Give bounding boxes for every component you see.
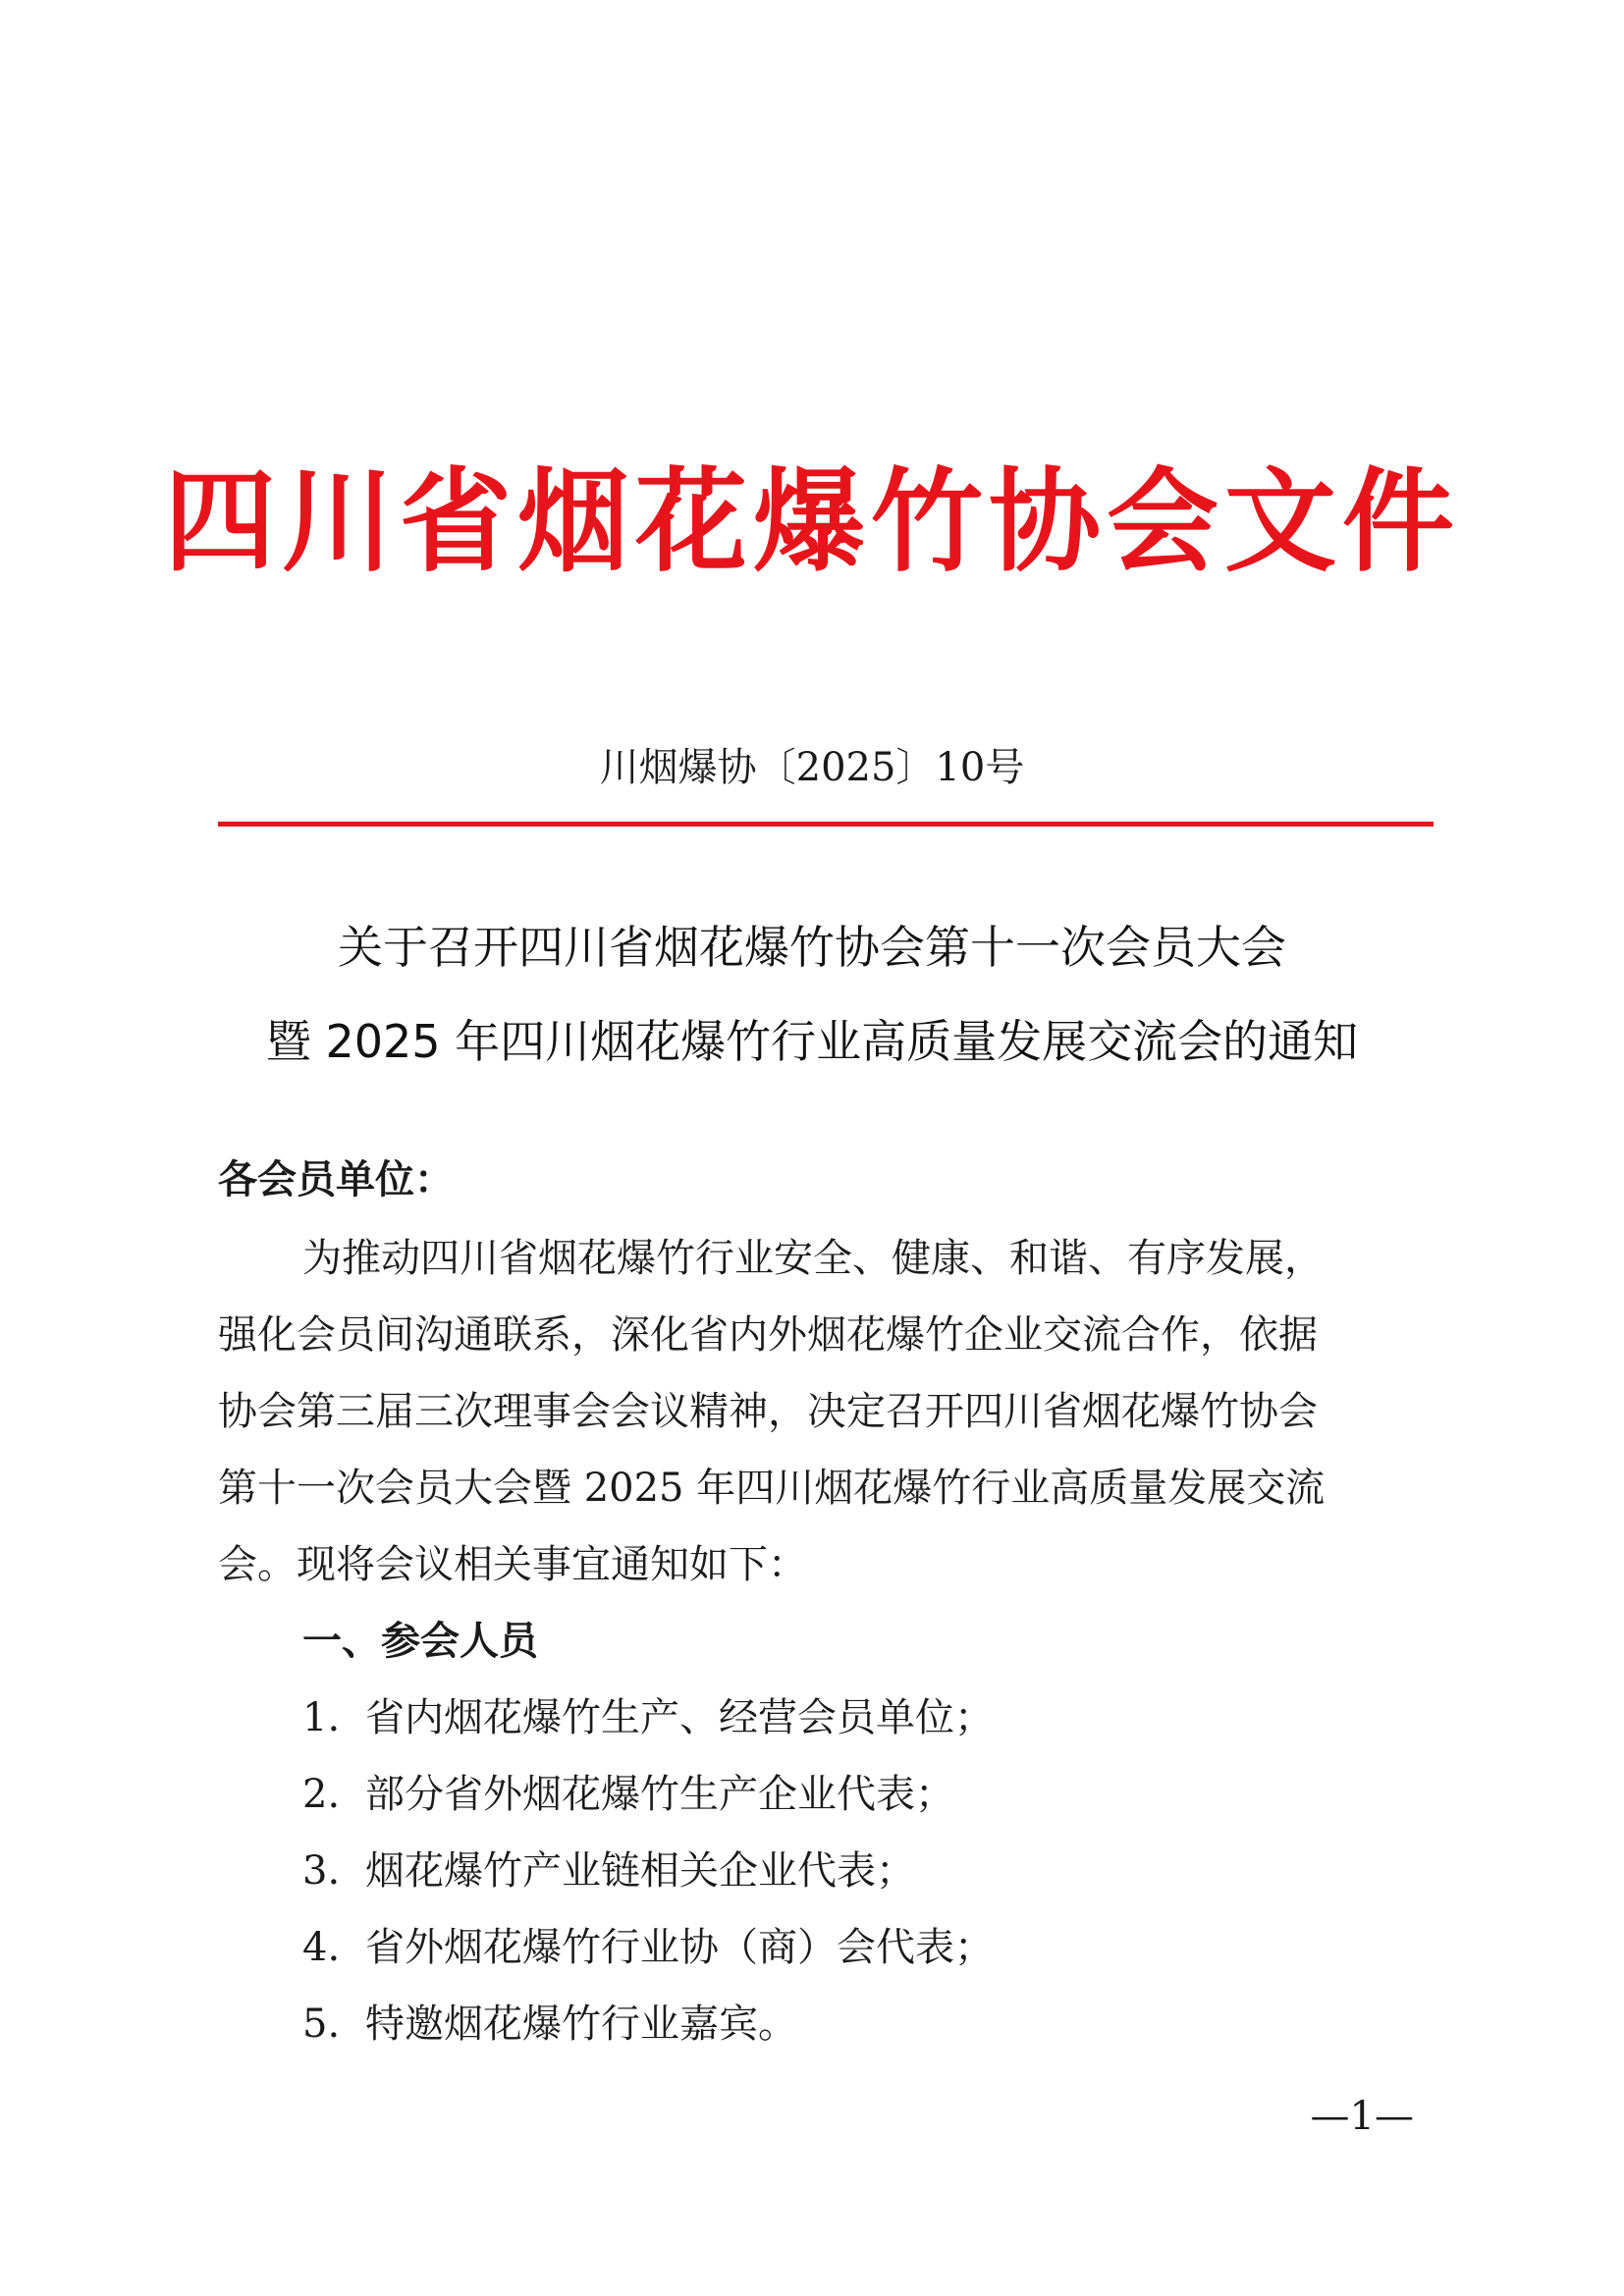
page-number: —1— (1310, 2094, 1414, 2139)
masthead-title: 四川省烟花爆竹协会文件 (163, 456, 1460, 587)
list-item-text: 省内烟花爆竹生产、经营会员单位； (365, 1695, 994, 1740)
section-heading-attendees: 一、参会人员 (302, 1619, 538, 1664)
paragraph-line: 会。现将会议相关事宜通知如下： (218, 1542, 807, 1587)
list-item-text: 部分省外烟花爆竹生产企业代表； (365, 1772, 954, 1817)
list-item-text: 特邀烟花爆竹行业嘉宾。 (365, 2002, 797, 2047)
paragraph-line: 第十一次会员大会暨 2025 年四川烟花爆竹行业高质量发展交流 (218, 1466, 1326, 1511)
paragraph-line: 强化会员间沟通联系，深化省内外烟花爆竹企业交流合作，依据 (218, 1312, 1318, 1358)
salutation: 各会员单位： (218, 1157, 454, 1202)
notice-title-line-1: 关于召开四川省烟花爆竹协会第十一次会员大会 (338, 921, 1286, 974)
red-divider-line (218, 822, 1434, 827)
list-item-number: 1. (302, 1695, 341, 1740)
list-item-number: 2. (302, 1772, 341, 1817)
list-item-text: 省外烟花爆竹行业协（商）会代表； (365, 1925, 994, 1970)
list-item (302, 1842, 1414, 1900)
paragraph-line: 为推动四川省烟花爆竹行业安全、健康、和谐、有序发展， (302, 1236, 1324, 1281)
document-number: 川烟爆协〔2025〕10号 (599, 745, 1025, 790)
list-item-number: 3. (302, 1848, 341, 1894)
list-item (302, 1918, 1414, 1977)
paragraph-line: 协会第三届三次理事会会议精神，决定召开四川省烟花爆竹协会 (218, 1389, 1318, 1434)
list-item-number: 5. (302, 2002, 341, 2047)
list-item (302, 1995, 1414, 2054)
notice-title-line-2: 暨 2025 年四川烟花爆竹行业高质量发展交流会的通知 (265, 1015, 1359, 1068)
list-item-text: 烟花爆竹产业链相关企业代表； (365, 1848, 915, 1894)
list-item (302, 1688, 1414, 1747)
list-item (302, 1765, 1414, 1824)
list-item-number: 4. (302, 1925, 341, 1970)
